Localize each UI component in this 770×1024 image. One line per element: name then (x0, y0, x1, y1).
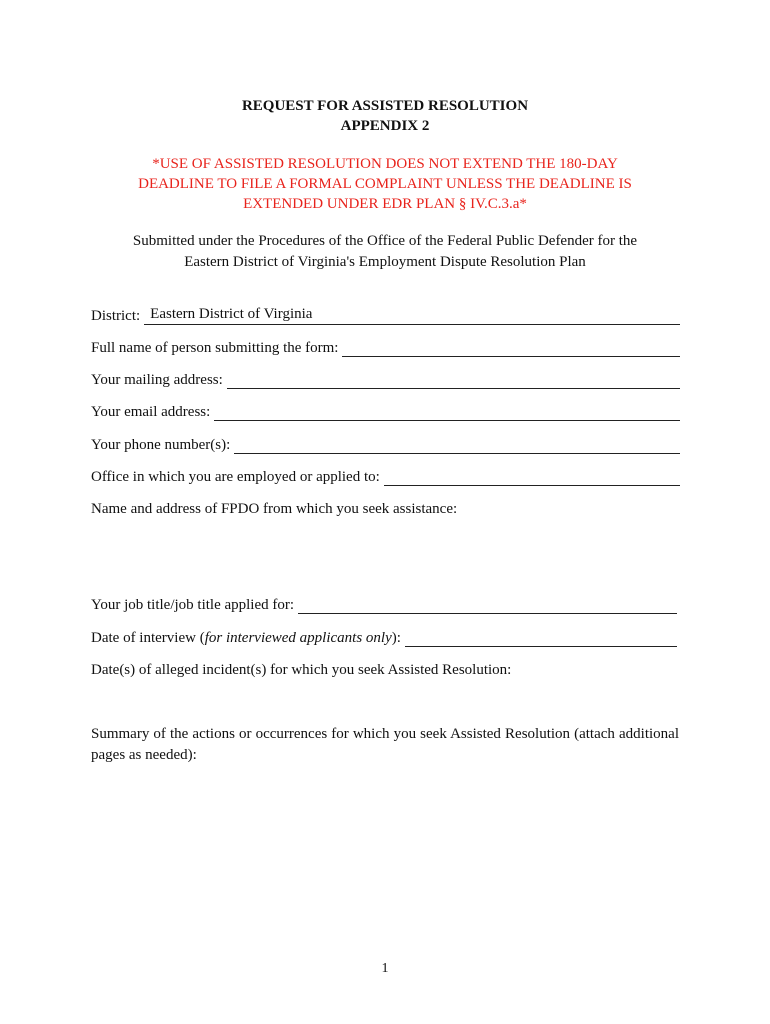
interview-date-label: Date of interview (for interviewed applicants only): (91, 630, 401, 646)
job-title-field (91, 594, 677, 614)
email-label: Your email address: (91, 404, 211, 420)
summary-input[interactable] (91, 768, 680, 948)
full-name-input[interactable] (342, 342, 680, 357)
fpdo-label: Name and address of FPDO from which you seek assistance: (91, 501, 458, 517)
mailing-address-label: Your mailing address: (91, 372, 223, 388)
interview-date-field (91, 627, 677, 647)
email-field (91, 401, 680, 421)
incident-dates-input[interactable] (91, 682, 680, 720)
full-name-label: Full name of person submitting the form: (91, 340, 339, 356)
summary-label: Summary of the actions or occurrences for which you seek Assisted Resolution (attach additional pages as needed): (91, 726, 679, 763)
mailing-address-field (91, 369, 680, 389)
intro-line-1: Submitted under the Procedures of the Office of the Federal Public Defender for the (132, 233, 638, 249)
intro-line-2: Eastern District of Virginia's Employment Dispute Resolution Plan (184, 254, 586, 270)
district-field (91, 305, 680, 325)
incident-dates-label: Date(s) of alleged incident(s) for which you seek Assisted Resolution: (91, 662, 512, 678)
office-field (91, 466, 680, 486)
office-label: Office in which you are employed or applied to: (91, 469, 380, 485)
warning-line-2: DEADLINE TO FILE A FORMAL COMPLAINT UNLESS THE DEADLINE IS (138, 176, 632, 192)
job-title-label: Your job title/job title applied for: (91, 597, 295, 613)
job-title-input[interactable] (298, 599, 677, 614)
office-input[interactable] (384, 471, 680, 486)
full-name-field (91, 337, 680, 357)
district-input[interactable] (144, 306, 680, 325)
phone-field (91, 434, 680, 454)
page-number: 1 (381, 961, 389, 976)
district-label: District: (91, 308, 141, 324)
warning-line-3: EXTENDED UNDER EDR PLAN § IV.C.3.a* (243, 196, 527, 212)
interview-date-input[interactable] (405, 632, 677, 647)
fpdo-input[interactable] (91, 522, 680, 590)
form-title: REQUEST FOR ASSISTED RESOLUTION (241, 98, 529, 114)
district-value: Eastern District of Virginia (150, 306, 313, 322)
email-input[interactable] (214, 406, 680, 421)
phone-input[interactable] (234, 439, 680, 454)
appendix-label: APPENDIX 2 (340, 118, 430, 134)
phone-label: Your phone number(s): (91, 437, 231, 453)
warning-line-1: *USE OF ASSISTED RESOLUTION DOES NOT EXTEND THE 180-DAY (152, 156, 618, 172)
mailing-address-input[interactable] (227, 374, 680, 389)
